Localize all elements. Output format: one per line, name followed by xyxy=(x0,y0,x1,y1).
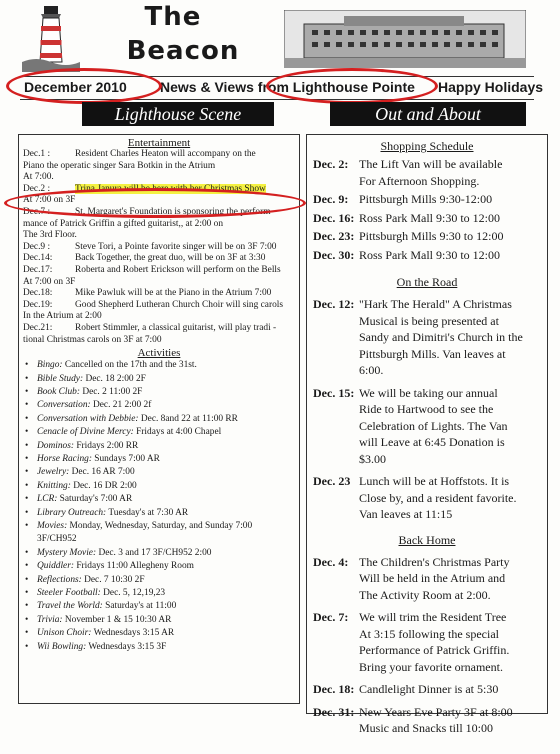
schedule-date: Dec. 12: xyxy=(313,297,355,311)
schedule-date: Dec. 15: xyxy=(313,385,355,400)
activity-item xyxy=(23,386,295,399)
activity-name: Jewelry: xyxy=(37,467,70,478)
event-text-continued: In the Atrium at 2:00 xyxy=(23,311,102,322)
schedule-text: We will trim the Resident Tree xyxy=(359,610,507,624)
entertainment-item xyxy=(23,300,295,312)
activity-item xyxy=(23,547,295,560)
event-date: Dec.7 : xyxy=(23,206,51,217)
activity-name: Knitting: xyxy=(37,480,71,491)
event-text: Resident Charles Heaton will accompany on the xyxy=(75,149,256,159)
home-heading: Back Home xyxy=(398,532,456,547)
schedule-row xyxy=(309,385,545,468)
activity-detail: Fridays 2:00 RR xyxy=(76,440,139,451)
activity-item xyxy=(23,466,295,479)
schedule-text: The Children's Christmas Party xyxy=(359,554,510,569)
schedule-text: Sandy and Dimitri's Church in the xyxy=(359,330,523,344)
activity-item xyxy=(23,413,295,426)
activity-name: Library Outreach: xyxy=(37,507,107,518)
activity-name: Trivia: xyxy=(37,614,63,625)
activity-item xyxy=(23,399,295,412)
schedule-date: Dec. 23: xyxy=(313,229,355,243)
schedule-text: Ross Park Mall 9:30 to 12:00 xyxy=(359,210,501,225)
schedule-text: Pittsburgh Mills 9:30 to 12:00 xyxy=(359,229,504,243)
schedule-text: The Lift Van will be available xyxy=(359,157,503,171)
activities-list xyxy=(23,359,295,654)
schedule-text: Performance of Patrick Griffin. xyxy=(359,643,510,657)
activity-item xyxy=(23,507,295,520)
schedule-row xyxy=(309,191,545,208)
schedule-text: Pittsburgh Mills. Van leaves at xyxy=(359,346,506,361)
activity-name: Wii Bowling: xyxy=(37,641,87,652)
activity-name: Quiddler: xyxy=(37,561,74,572)
activity-detail: Dec. 16 DR 2:00 xyxy=(73,480,137,491)
activity-name: Book Club: xyxy=(37,386,80,397)
newsletter-title-line1: The xyxy=(144,2,202,32)
activity-item xyxy=(23,520,295,533)
schedule-row xyxy=(309,609,545,675)
schedule-date: Dec. 4: xyxy=(313,554,349,569)
schedule-text: Candlelight Dinner is at 5:30 xyxy=(359,682,499,696)
schedule-row xyxy=(309,554,545,604)
schedule-text: Music and Snacks till 10:00 xyxy=(359,721,493,735)
activity-name: Conversation with Debbie: xyxy=(37,413,139,424)
event-text-continued: At 7:00 on 3F xyxy=(23,195,76,206)
event-text: Trina Janura will be here with her Christmas Show xyxy=(75,183,266,194)
schedule-text: Bring your favorite ornament. xyxy=(359,659,503,674)
schedule-text: Pittsburgh Mills 9:30-12:00 xyxy=(359,192,493,206)
road-list xyxy=(309,296,545,523)
schedule-text: Van leaves at 11:15 xyxy=(359,507,453,521)
activity-item xyxy=(23,426,295,439)
red-circle-annotation xyxy=(6,68,162,104)
event-text: Robert Stimmler, a classical guitarist, will play tradi - xyxy=(75,322,277,333)
activity-detail-continued: 3F/CH952 xyxy=(37,534,77,545)
activity-detail: November 1 & 15 10:30 AR xyxy=(64,614,172,625)
home-list xyxy=(309,554,545,737)
schedule-row xyxy=(309,296,545,379)
building-illustration xyxy=(284,10,526,68)
activity-name: Unison Choir: xyxy=(37,628,92,639)
schedule-date: Dec. 2: xyxy=(313,157,349,171)
schedule-row xyxy=(309,473,545,523)
activity-item xyxy=(23,373,295,386)
schedule-date: Dec. 31: xyxy=(313,704,355,719)
event-date: Dec.21: xyxy=(23,322,53,333)
activity-item xyxy=(23,359,295,372)
activity-item xyxy=(23,480,295,493)
activity-name: Conversation: xyxy=(37,400,91,411)
activity-detail: Saturday's 7:00 AR xyxy=(59,494,133,505)
schedule-text: We will be taking our annual xyxy=(359,385,498,400)
tagline: News & Views from Lighthouse Pointe xyxy=(160,79,415,95)
schedule-text: At 3:15 following the special xyxy=(359,626,499,641)
activity-name: Dominos: xyxy=(37,440,74,451)
issue-date: December 2010 xyxy=(24,79,127,95)
activity-detail: Dec. 18 2:00 2F xyxy=(85,373,146,384)
activity-item xyxy=(23,493,295,506)
event-date: Dec.2 : xyxy=(23,183,51,194)
red-circle-annotation xyxy=(4,188,306,218)
event-text: Good Shepherd Lutheran Church Choir will sing carols xyxy=(75,299,284,310)
schedule-text: will Leave at 6:45 Donation is xyxy=(359,435,505,449)
shopping-list xyxy=(309,156,545,263)
activity-detail: Cancelled on the 17th and the 31st. xyxy=(64,360,197,371)
event-date: Dec.18: xyxy=(23,288,53,299)
activity-detail: Sundays 7:00 AR xyxy=(94,453,160,464)
schedule-text: Musical is being presented at xyxy=(359,313,499,328)
event-date: Dec.17: xyxy=(23,264,53,275)
entertainment-item xyxy=(23,242,295,254)
schedule-date: Dec. 30: xyxy=(313,247,355,262)
event-date: Dec.9 : xyxy=(23,241,51,252)
schedule-date: Dec. 23 xyxy=(313,474,351,488)
activity-item xyxy=(23,627,295,640)
activity-detail: Dec. 8and 22 at 11:00 RR xyxy=(140,413,238,424)
schedule-text: "Hark The Herald" A Christmas xyxy=(359,297,512,311)
activity-name: Bingo: xyxy=(37,360,63,371)
schedule-text: Will be held in the Atrium and xyxy=(359,571,506,585)
schedule-text: The Activity Room at 2:00. xyxy=(359,587,491,602)
entertainment-item xyxy=(23,253,295,265)
activity-name: Bible Study: xyxy=(37,373,84,384)
right-column-box xyxy=(306,134,548,735)
event-text-continued: tional Christmas carols on 3F at 7:00 xyxy=(23,334,162,345)
shopping-heading: Shopping Schedule xyxy=(380,139,474,153)
activities-heading: Activities xyxy=(137,347,181,360)
schedule-date: Dec. 16: xyxy=(313,210,355,225)
event-date: Dec.1 : xyxy=(23,149,51,159)
event-text-continued: At 7:00 on 3F xyxy=(23,276,76,287)
activity-detail: Dec. 21 2:00 2f xyxy=(93,400,152,411)
event-text-continued: Piano the operatic singer Sara Botkin in the Atrium xyxy=(23,160,216,171)
activity-item xyxy=(23,587,295,600)
activity-detail: Tuesday's at 7:30 AR xyxy=(108,507,189,518)
schedule-row xyxy=(309,704,545,737)
event-text-continued: The 3rd Floor. xyxy=(23,230,77,241)
activity-detail: Dec. 5, 12,19,23 xyxy=(103,588,166,598)
activity-item xyxy=(23,574,295,587)
entertainment-item xyxy=(23,149,295,161)
event-text-continued: mance of Patrick Griffin a gifted guitarist,, at 2:00 on xyxy=(23,218,224,229)
greeting: Happy Holidays xyxy=(438,79,544,95)
red-circle-annotation xyxy=(266,68,438,104)
left-section-banner: Lighthouse Scene xyxy=(82,102,274,126)
schedule-row xyxy=(309,210,545,227)
schedule-date: Dec. 18: xyxy=(313,682,355,696)
activity-item xyxy=(23,453,295,466)
schedule-text: New Years Eve Party 3F at 8:00 xyxy=(359,704,513,719)
event-date: Dec.14: xyxy=(23,253,53,264)
event-text: Roberta and Robert Erickson will perform on the Bells xyxy=(75,264,281,275)
road-heading: On the Road xyxy=(396,275,458,289)
lighthouse-logo xyxy=(22,4,80,72)
event-text: Mike Pawluk will be at the Piano in the Atrium 7:00 xyxy=(75,288,272,299)
activity-detail: Monday, Wednesday, Saturday, and Sunday 7:00 xyxy=(69,520,253,531)
entertainment-item xyxy=(23,288,295,300)
schedule-text: Celebration of Lights. The Van xyxy=(359,418,508,433)
activity-name: Horse Racing: xyxy=(37,453,92,464)
schedule-date: Dec. 9: xyxy=(313,192,349,206)
left-column-box xyxy=(18,134,300,704)
activity-name: Travel the World: xyxy=(37,601,103,612)
activity-detail: Fridays at 4:00 Chapel xyxy=(136,427,222,438)
schedule-text: Close by, and a resident favorite. xyxy=(359,490,517,505)
newsletter-title-line2: Beacon xyxy=(126,36,240,66)
activity-item xyxy=(23,600,295,613)
activity-name: Movies: xyxy=(37,520,68,531)
activity-name: Cenacle of Divine Mercy: xyxy=(37,427,134,438)
activity-name: LCR: xyxy=(37,494,58,505)
schedule-text: Ross Park Mall 9:30 to 12:00 xyxy=(359,247,501,262)
activity-item xyxy=(23,560,295,573)
entertainment-list xyxy=(23,149,295,346)
activity-detail: Dec. 2 11:00 2F xyxy=(82,386,143,397)
activity-detail: Saturday's at 11:00 xyxy=(105,601,177,612)
event-date: Dec.19: xyxy=(23,299,53,310)
activity-name: Mystery Movie: xyxy=(37,547,97,558)
event-text: Steve Tori, a Pointe favorite singer will be on 3F 7:00 xyxy=(75,241,277,252)
activity-detail: Fridays 11:00 Allegheny Room xyxy=(76,561,194,572)
activity-name: Reflections: xyxy=(37,574,82,585)
activity-detail: Wednesdays 3:15 3F xyxy=(88,641,167,652)
activity-detail: Wednesdays 3:15 AR xyxy=(93,628,175,639)
schedule-text: Lunch will be at Hoffstots. It is xyxy=(359,474,510,488)
entertainment-item xyxy=(23,323,295,335)
activity-item xyxy=(23,440,295,453)
event-text: St. Margaret's Foundation is sponsoring the perform- xyxy=(75,206,274,217)
activity-detail: Dec. 7 10:30 2F xyxy=(84,574,145,585)
schedule-text: 6:00. xyxy=(359,363,384,377)
activity-detail: Dec. 3 and 17 3F/CH952 2:00 xyxy=(98,547,212,558)
schedule-text: Ride to Hartwood to see the xyxy=(359,402,494,416)
schedule-date: Dec. 7: xyxy=(313,610,349,624)
schedule-text: For Afternoon Shopping. xyxy=(359,173,480,188)
event-text-continued: At 7:00. xyxy=(23,172,54,183)
activity-item xyxy=(23,641,295,654)
entertainment-item xyxy=(23,265,295,277)
schedule-row xyxy=(309,681,545,698)
schedule-row xyxy=(309,228,545,245)
activity-name: Steeler Football: xyxy=(37,588,101,598)
activity-detail: Dec. 16 AR 7:00 xyxy=(71,467,135,478)
schedule-row xyxy=(309,247,545,264)
activity-item xyxy=(23,614,295,627)
entertainment-heading: Entertainment xyxy=(127,137,191,149)
schedule-row xyxy=(309,156,545,189)
schedule-text: $3.00 xyxy=(359,451,386,466)
event-text: Back Together, the great duo, will be on 3F at 3:30 xyxy=(75,253,266,264)
right-section-banner: Out and About xyxy=(330,102,526,126)
